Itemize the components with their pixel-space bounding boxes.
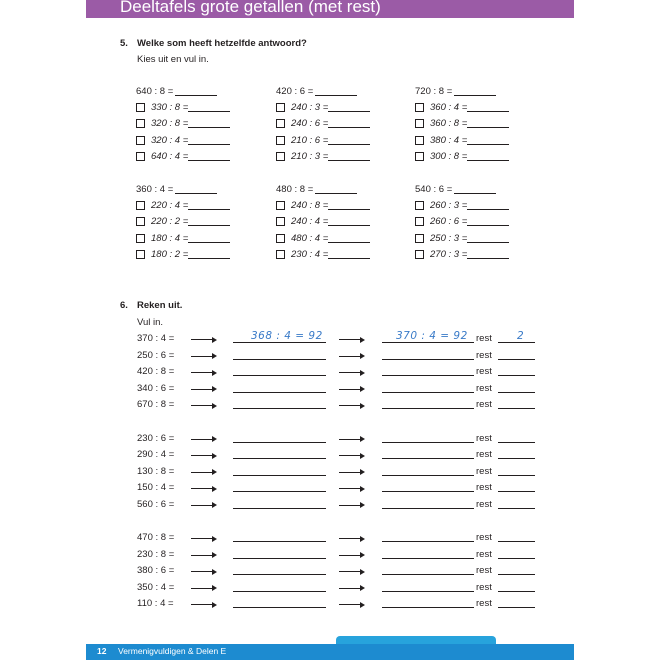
answer-line[interactable]	[188, 258, 230, 259]
option-checkbox[interactable]	[276, 217, 285, 226]
option-label: 300 : 8 =	[430, 150, 468, 162]
book-title: Vermenigvuldigen & Delen E	[118, 646, 227, 656]
step2-line[interactable]	[382, 442, 474, 443]
question-5-instruction: Kies uit en vul in.	[137, 54, 209, 65]
step1-answer: 368 : 4 = 92	[251, 330, 323, 342]
arrow-icon	[339, 588, 363, 589]
answer-line[interactable]	[188, 144, 230, 145]
question-6-instruction: Vul in.	[137, 317, 164, 328]
answer-line[interactable]	[328, 258, 370, 259]
option-label: 220 : 2 =	[151, 216, 189, 228]
option-checkbox[interactable]	[136, 119, 145, 128]
step1-line[interactable]	[233, 475, 326, 476]
step2-line[interactable]	[382, 342, 474, 343]
answer-line[interactable]	[328, 144, 370, 145]
option-label: 210 : 3 =	[291, 150, 329, 162]
rest-line[interactable]	[498, 392, 535, 393]
arrow-icon	[339, 356, 363, 357]
option-checkbox[interactable]	[415, 201, 424, 210]
option-checkbox[interactable]	[415, 152, 424, 161]
step1-line[interactable]	[233, 508, 326, 509]
rest-line[interactable]	[498, 508, 535, 509]
arrow-icon	[339, 339, 363, 340]
answer-line[interactable]	[467, 225, 509, 226]
rest-line[interactable]	[498, 591, 535, 592]
question-5-title: Welke som heeft hetzelfde antwoord?	[137, 38, 307, 49]
option-label: 380 : 4 =	[430, 134, 468, 146]
step1-line[interactable]	[233, 491, 326, 492]
exercise-prompt: 110 : 4 =	[137, 598, 174, 609]
answer-line[interactable]	[175, 193, 217, 194]
exercise-prompt: 290 : 4 =	[137, 449, 175, 460]
step2-line[interactable]	[382, 491, 474, 492]
rest-line[interactable]	[498, 541, 535, 542]
option-checkbox[interactable]	[276, 234, 285, 243]
answer-line[interactable]	[315, 95, 357, 96]
exercise-prompt: 150 : 4 =	[137, 482, 175, 493]
step1-line[interactable]	[233, 342, 326, 343]
arrow-icon	[191, 604, 215, 605]
rest-line[interactable]	[498, 491, 535, 492]
exercise-prompt: 560 : 6 =	[137, 498, 175, 510]
arrow-icon	[339, 455, 363, 456]
rest-label: rest	[476, 581, 492, 593]
exercise-prompt: 230 : 8 =	[137, 548, 175, 560]
step1-line[interactable]	[233, 558, 326, 559]
step1-line[interactable]	[233, 591, 326, 592]
arrow-icon	[191, 538, 215, 539]
option-label: 230 : 4 =	[291, 248, 329, 260]
exercise-prompt: 420 : 6 =	[276, 86, 314, 97]
option-label: 180 : 4 =	[151, 232, 189, 244]
answer-line[interactable]	[328, 111, 370, 112]
rest-line[interactable]	[498, 458, 535, 459]
option-label: 320 : 4 =	[151, 134, 189, 146]
step2-line[interactable]	[382, 558, 474, 559]
arrow-icon	[339, 488, 363, 489]
option-checkbox[interactable]	[136, 234, 145, 243]
option-label: 480 : 4 =	[291, 232, 329, 244]
rest-label: rest	[476, 382, 492, 394]
arrow-icon	[191, 455, 215, 456]
step1-line[interactable]	[233, 541, 326, 542]
step1-line[interactable]	[233, 607, 326, 608]
arrow-icon	[191, 555, 215, 556]
step2-line[interactable]	[382, 408, 474, 409]
option-checkbox[interactable]	[276, 152, 285, 161]
question-6-number: 6.	[120, 300, 128, 311]
answer-line[interactable]	[467, 111, 509, 112]
answer-line[interactable]	[188, 111, 230, 112]
question-5-number: 5.	[120, 38, 128, 49]
exercise-prompt: 480 : 8 =	[276, 184, 314, 195]
rest-label: rest	[476, 349, 492, 361]
rest-label: rest	[476, 333, 492, 344]
worksheet-page	[86, 0, 574, 660]
option-label: 210 : 6 =	[291, 134, 329, 146]
exercise-prompt: 640 : 8 =	[136, 86, 174, 97]
step1-line[interactable]	[233, 359, 326, 360]
answer-line[interactable]	[467, 144, 509, 145]
step2-line[interactable]	[382, 607, 474, 608]
rest-label: rest	[476, 482, 492, 493]
rest-line[interactable]	[498, 607, 535, 608]
rest-line[interactable]	[498, 375, 535, 376]
answer-line[interactable]	[467, 209, 509, 210]
arrow-icon	[191, 588, 215, 589]
option-label: 330 : 8 =	[151, 102, 189, 113]
step2-line[interactable]	[382, 475, 474, 476]
arrow-icon	[339, 555, 363, 556]
step1-line[interactable]	[233, 442, 326, 443]
option-checkbox[interactable]	[136, 103, 145, 112]
exercise-prompt: 420 : 8 =	[137, 366, 175, 377]
answer-line[interactable]	[188, 225, 230, 226]
option-checkbox[interactable]	[276, 103, 285, 112]
rest-line[interactable]	[498, 342, 535, 343]
exercise-prompt: 350 : 4 =	[137, 581, 175, 593]
option-label: 240 : 6 =	[291, 118, 329, 130]
footer-accent	[336, 636, 496, 644]
step2-answer: 370 : 4 = 92	[396, 330, 468, 342]
answer-line[interactable]	[188, 160, 230, 161]
option-checkbox[interactable]	[415, 217, 424, 226]
answer-line[interactable]	[454, 193, 496, 194]
arrow-icon	[339, 439, 363, 440]
answer-line[interactable]	[328, 209, 370, 210]
option-label: 220 : 4 =	[151, 200, 189, 211]
step1-line[interactable]	[233, 408, 326, 409]
option-checkbox[interactable]	[415, 103, 424, 112]
option-label: 260 : 3 =	[430, 200, 468, 211]
exercise-prompt: 360 : 4 =	[136, 184, 174, 195]
option-checkbox[interactable]	[136, 152, 145, 161]
step2-line[interactable]	[382, 591, 474, 592]
option-label: 240 : 4 =	[291, 216, 329, 228]
page-header	[86, 0, 574, 18]
rest-line[interactable]	[498, 574, 535, 575]
rest-line[interactable]	[498, 558, 535, 559]
rest-label: rest	[476, 432, 492, 444]
arrow-icon	[191, 339, 215, 340]
arrow-icon	[191, 472, 215, 473]
option-checkbox[interactable]	[276, 250, 285, 259]
exercise-prompt: 540 : 6 =	[415, 184, 453, 195]
arrow-icon	[339, 571, 363, 572]
rest-label: rest	[476, 366, 492, 377]
option-checkbox[interactable]	[415, 250, 424, 259]
rest-line[interactable]	[498, 442, 535, 443]
arrow-icon	[339, 389, 363, 390]
answer-line[interactable]	[315, 193, 357, 194]
option-checkbox[interactable]	[276, 119, 285, 128]
exercise-prompt: 250 : 6 =	[137, 349, 175, 361]
option-checkbox[interactable]	[276, 136, 285, 145]
arrow-icon	[191, 488, 215, 489]
option-label: 360 : 8 =	[430, 118, 468, 130]
answer-line[interactable]	[467, 242, 509, 243]
arrow-icon	[339, 505, 363, 506]
arrow-icon	[339, 472, 363, 473]
rest-line[interactable]	[498, 359, 535, 360]
answer-line[interactable]	[467, 258, 509, 259]
answer-line[interactable]	[328, 160, 370, 161]
arrow-icon	[191, 356, 215, 357]
page-number: 12	[97, 646, 107, 656]
rest-label: rest	[476, 399, 492, 410]
step2-line[interactable]	[382, 541, 474, 542]
option-label: 640 : 4 =	[151, 150, 189, 162]
answer-line[interactable]	[188, 209, 230, 210]
exercise-prompt: 720 : 8 =	[415, 86, 453, 97]
answer-line[interactable]	[175, 95, 217, 96]
step2-line[interactable]	[382, 392, 474, 393]
step1-line[interactable]	[233, 458, 326, 459]
question-6-title: Reken uit.	[137, 300, 183, 311]
rest-label: rest	[476, 498, 492, 510]
option-checkbox[interactable]	[276, 201, 285, 210]
answer-line[interactable]	[188, 127, 230, 128]
page-footer	[86, 644, 574, 660]
rest-label: rest	[476, 598, 492, 609]
answer-line[interactable]	[467, 160, 509, 161]
option-label: 240 : 3 =	[291, 102, 329, 113]
exercise-prompt: 130 : 8 =	[137, 465, 175, 477]
exercise-prompt: 230 : 6 =	[137, 432, 175, 444]
step1-line[interactable]	[233, 375, 326, 376]
option-checkbox[interactable]	[136, 250, 145, 259]
option-checkbox[interactable]	[415, 119, 424, 128]
arrow-icon	[191, 505, 215, 506]
arrow-icon	[191, 405, 215, 406]
step2-line[interactable]	[382, 359, 474, 360]
exercise-prompt: 340 : 6 =	[137, 382, 175, 394]
arrow-icon	[191, 389, 215, 390]
rest-line[interactable]	[498, 408, 535, 409]
answer-line[interactable]	[328, 242, 370, 243]
arrow-icon	[339, 372, 363, 373]
exercise-prompt: 470 : 8 =	[137, 532, 175, 543]
arrow-icon	[339, 538, 363, 539]
arrow-icon	[191, 372, 215, 373]
answer-line[interactable]	[454, 95, 496, 96]
exercise-prompt: 380 : 6 =	[137, 565, 175, 576]
option-checkbox[interactable]	[136, 217, 145, 226]
answer-line[interactable]	[188, 242, 230, 243]
rest-label: rest	[476, 465, 492, 477]
step2-line[interactable]	[382, 458, 474, 459]
page-title: Deeltafels grote getallen (met rest)	[120, 0, 381, 16]
rest-label: rest	[476, 548, 492, 560]
step1-line[interactable]	[233, 574, 326, 575]
step2-line[interactable]	[382, 508, 474, 509]
option-checkbox[interactable]	[136, 136, 145, 145]
option-label: 270 : 3 =	[430, 248, 468, 260]
answer-line[interactable]	[467, 127, 509, 128]
step2-line[interactable]	[382, 574, 474, 575]
answer-line[interactable]	[328, 127, 370, 128]
step1-line[interactable]	[233, 392, 326, 393]
rest-answer: 2	[517, 330, 525, 342]
arrow-icon	[191, 439, 215, 440]
rest-label: rest	[476, 449, 492, 460]
option-label: 240 : 8 =	[291, 200, 329, 211]
option-checkbox[interactable]	[415, 136, 424, 145]
option-label: 360 : 4 =	[430, 102, 468, 113]
option-label: 260 : 6 =	[430, 216, 468, 228]
arrow-icon	[191, 571, 215, 572]
step2-line[interactable]	[382, 375, 474, 376]
rest-label: rest	[476, 532, 492, 543]
option-checkbox[interactable]	[136, 201, 145, 210]
option-label: 320 : 8 =	[151, 118, 189, 130]
rest-label: rest	[476, 565, 492, 576]
answer-line[interactable]	[328, 225, 370, 226]
arrow-icon	[339, 405, 363, 406]
exercise-prompt: 370 : 4 =	[137, 333, 175, 344]
rest-line[interactable]	[498, 475, 535, 476]
option-label: 180 : 2 =	[151, 248, 189, 260]
exercise-prompt: 670 : 8 =	[137, 399, 175, 410]
arrow-icon	[339, 604, 363, 605]
option-label: 250 : 3 =	[430, 232, 468, 244]
option-checkbox[interactable]	[415, 234, 424, 243]
